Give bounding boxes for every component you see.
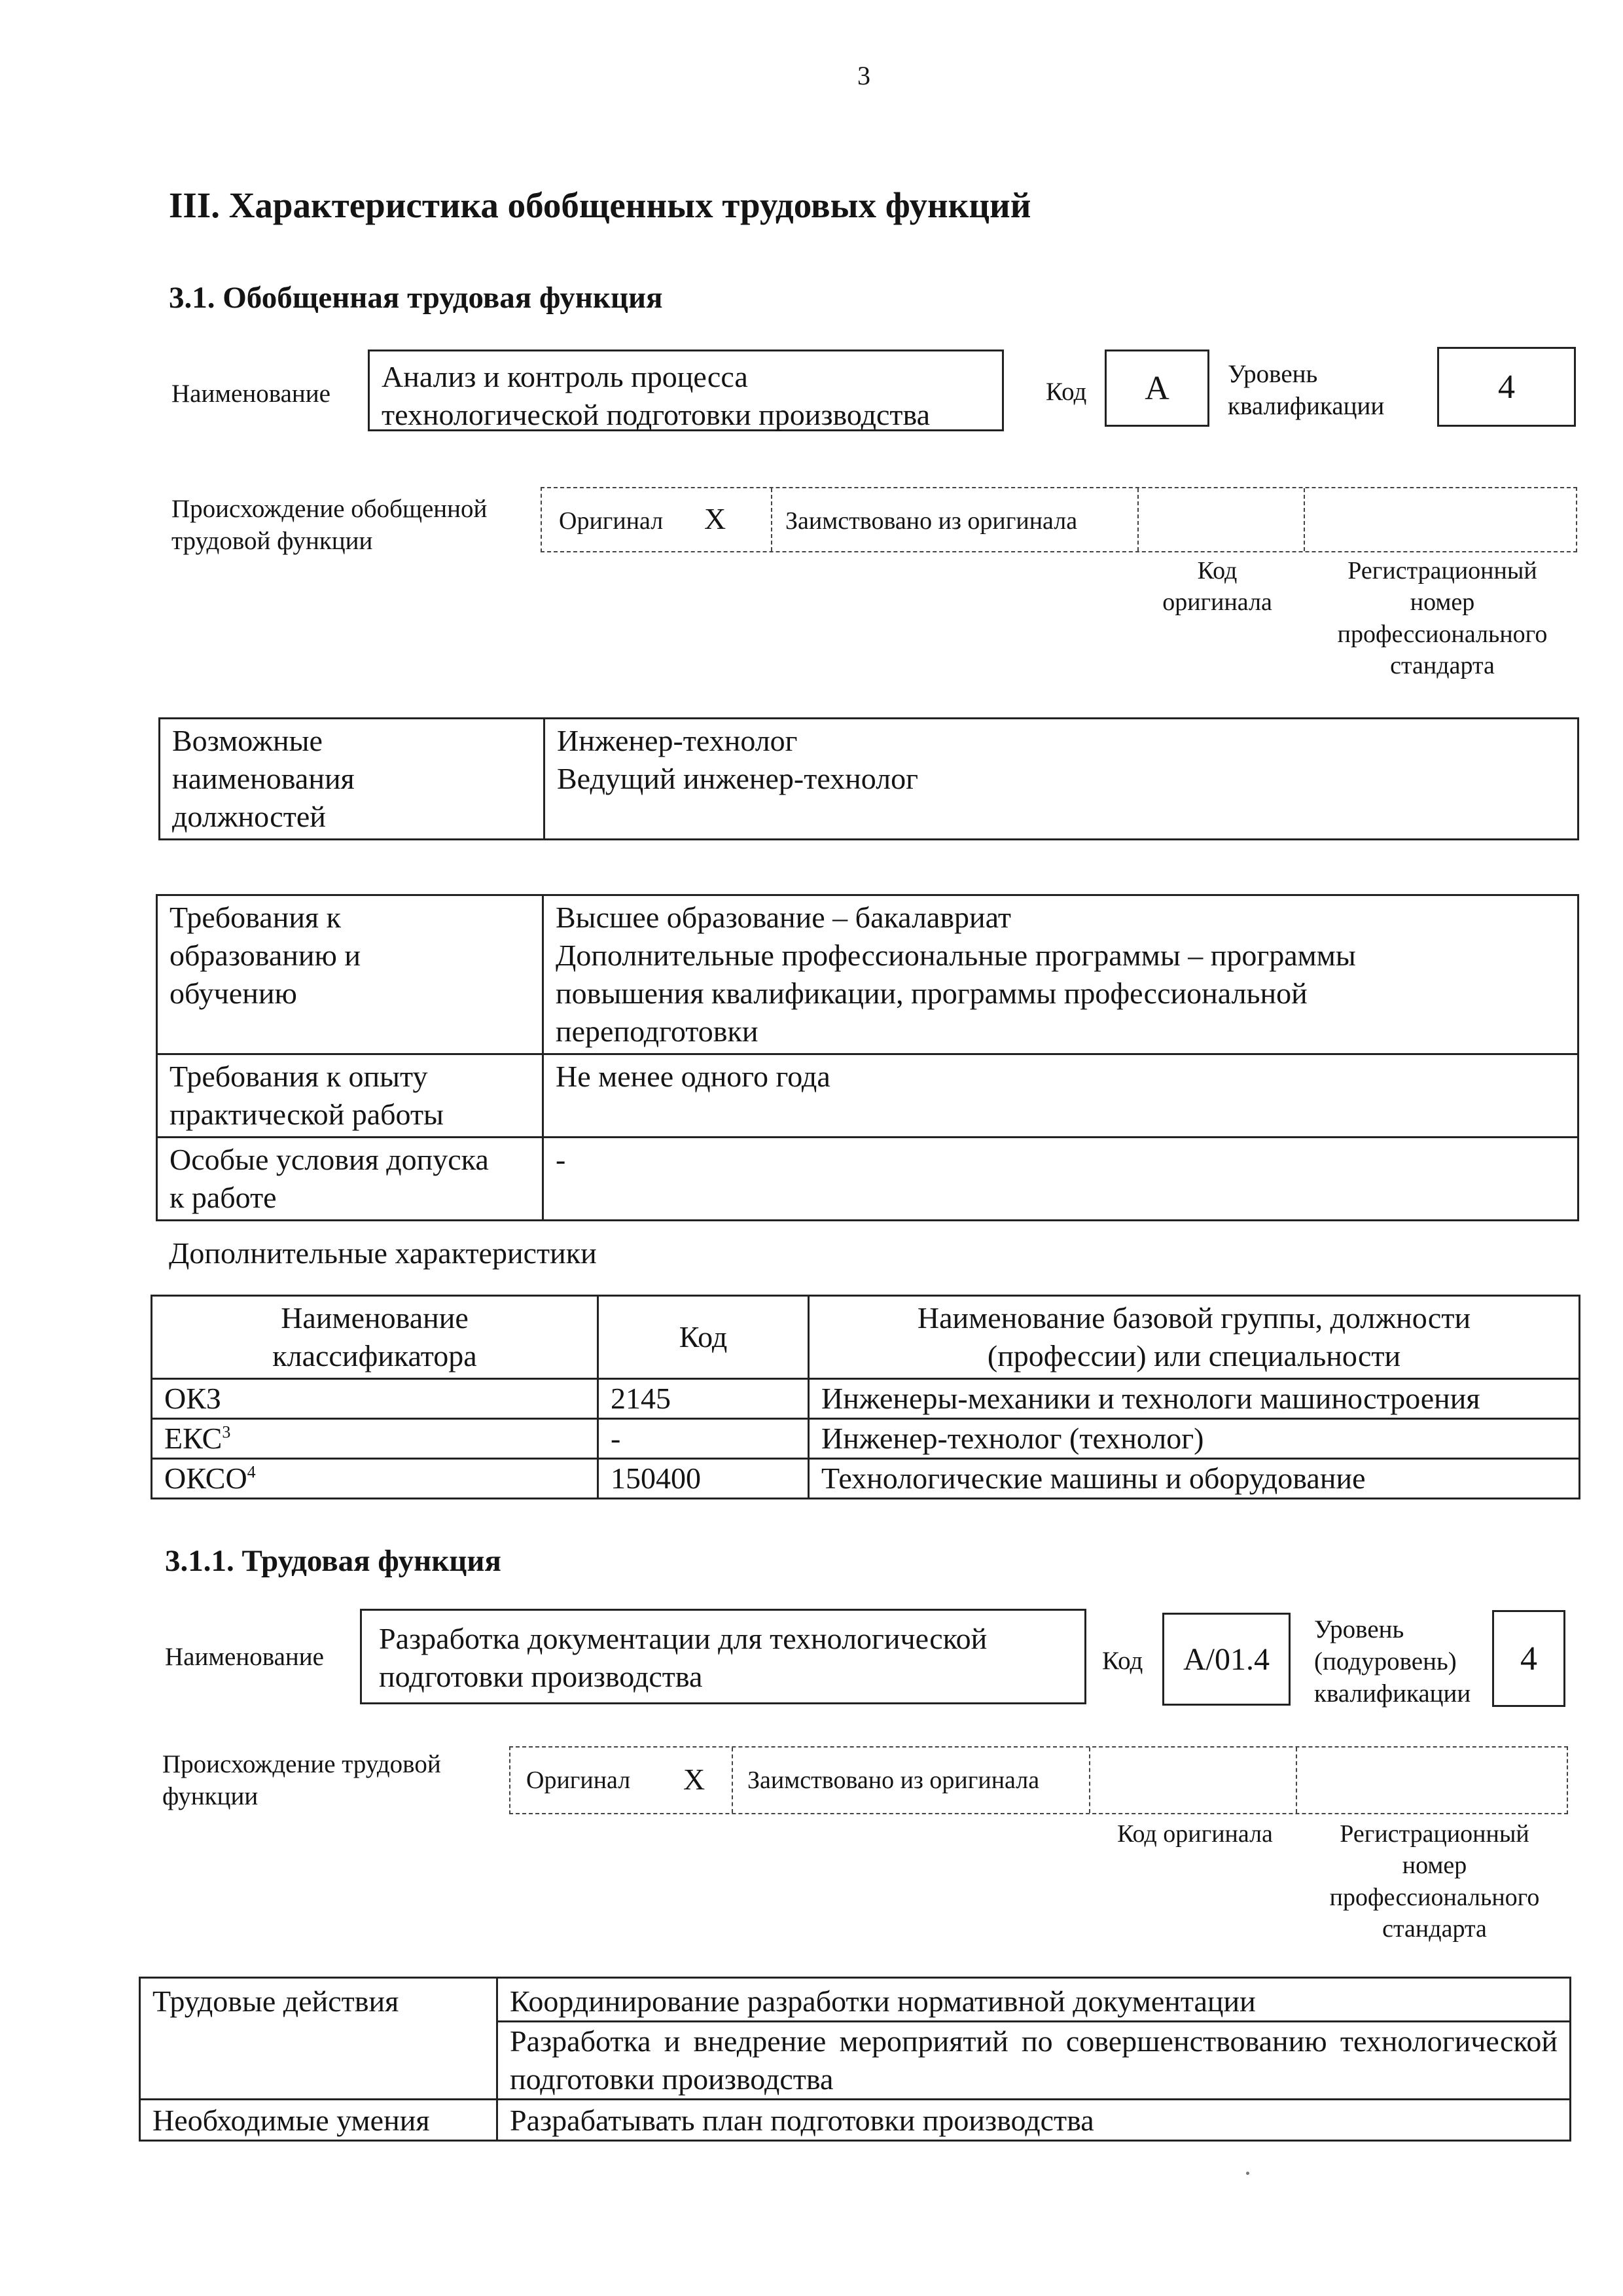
gtf-origin-mark: X <box>704 502 726 535</box>
tf-origin-row <box>509 1746 1568 1814</box>
gtf-code-label: Код <box>1046 378 1087 406</box>
gtf-level-value: 4 <box>1437 347 1576 427</box>
special-conditions-value: - <box>543 1137 1578 1220</box>
gtf-caption-reg: Регистрационный номер профессионального стандарта <box>1337 557 1548 679</box>
gtf-origin-divider-2 <box>1137 488 1139 551</box>
tf-origin-divider-2 <box>1089 1748 1090 1813</box>
table-row <box>157 895 1578 1054</box>
row-name: Технологические машины и оборудование <box>809 1458 1580 1498</box>
skills-label: Необходимые умения <box>140 2099 497 2140</box>
tf-code-value: А/01.4 <box>1162 1613 1291 1706</box>
row-code: 2145 <box>598 1378 809 1418</box>
table-row <box>140 2099 1571 2140</box>
tf-name-line-1: Разработка документации для технологической <box>379 1622 988 1655</box>
gtf-origin-borrowed: Заимствовано из оригинала <box>785 507 1078 535</box>
table-row <box>140 1978 1571 2022</box>
gtf-origin-divider-1 <box>771 488 772 551</box>
tf-origin-original: Оригинал <box>526 1767 631 1794</box>
requirements-table <box>156 894 1579 1221</box>
gtf-caption-code: Код оригинала <box>1162 557 1272 617</box>
tf-level-label: Уровень (подуровень) квалификации <box>1314 1615 1471 1708</box>
gtf-code-value: А <box>1105 350 1209 427</box>
table-row <box>152 1378 1580 1418</box>
gtf-name-label: Наименование <box>171 380 330 408</box>
header-code: Код <box>598 1296 809 1379</box>
gtf-name-box <box>368 350 1004 431</box>
special-conditions-label: Особые условия допуска к работе <box>157 1137 543 1220</box>
header-group: Наименование базовой группы, должности (профессии) или специальности <box>809 1296 1580 1379</box>
table-row <box>157 1137 1578 1220</box>
tf-origin-borrowed: Заимствовано из оригинала <box>747 1767 1040 1794</box>
education-label: Требования к образованию и обучению <box>157 895 543 1054</box>
table-row <box>152 1296 1580 1379</box>
gtf-origin-divider-3 <box>1304 488 1305 551</box>
gtf-heading: 3.1. Обобщенная трудовая функция <box>169 281 663 315</box>
tf-origin-mark: X <box>683 1763 705 1796</box>
positions-label: Возможные наименования должностей <box>160 719 544 840</box>
tf-level-value: 4 <box>1492 1610 1565 1707</box>
gtf-origin-row <box>541 487 1577 552</box>
row-classifier: ОКЗ <box>152 1378 598 1418</box>
row-name: Инженер-технолог (технолог) <box>809 1418 1580 1458</box>
row-name: Инженеры-механики и технологи машиностроения <box>809 1378 1580 1418</box>
education-value: Высшее образование – бакалавриат Дополнительные профессиональные программы – программы повышения квалификации, программы профессиональной переподготовки <box>543 895 1578 1054</box>
action-item: Координирование разработки нормативной документации <box>497 1978 1571 2022</box>
tf-caption-reg: Регистрационный номер профессионального стандарта <box>1329 1820 1540 1943</box>
tf-name-label: Наименование <box>165 1643 324 1671</box>
row-code: - <box>598 1418 809 1458</box>
tf-heading: 3.1.1. Трудовая функция <box>165 1544 501 1578</box>
skill-item: Разрабатывать план подготовки производства <box>497 2099 1571 2140</box>
action-item: Разработка и внедрение мероприятий по совершенствованию технологической подготовки производства <box>497 2021 1571 2099</box>
table-row <box>160 719 1578 840</box>
tf-code-label: Код <box>1102 1647 1143 1675</box>
header-classifier: Наименование классификатора <box>152 1296 598 1379</box>
section-title: III. Характеристика обобщенных трудовых функций <box>169 185 1031 225</box>
tf-name-line-2: подготовки производства <box>379 1659 703 1693</box>
additional-table <box>151 1295 1580 1499</box>
scan-speck <box>1246 2172 1249 2175</box>
actions-table <box>139 1977 1571 2142</box>
row-classifier: ЕКС$^3$ <box>152 1418 598 1458</box>
table-row <box>157 1054 1578 1137</box>
gtf-name-line-2: технологической подготовки производства <box>382 397 931 431</box>
table-row <box>152 1458 1580 1498</box>
tf-origin-label: Происхождение трудовой функции <box>162 1750 441 1810</box>
table-row <box>152 1418 1580 1458</box>
tf-name-box <box>360 1609 1086 1704</box>
page-number: 3 <box>857 61 870 90</box>
row-code: 150400 <box>598 1458 809 1498</box>
additional-title: Дополнительные характеристики <box>169 1236 597 1270</box>
actions-label: Трудовые действия <box>140 1978 497 2100</box>
experience-label: Требования к опыту практической работы <box>157 1054 543 1137</box>
experience-value: Не менее одного года <box>543 1054 1578 1137</box>
positions-value: Инженер-технолог Ведущий инженер-технолог <box>544 719 1578 840</box>
gtf-origin-label: Происхождение обобщенной трудовой функции <box>171 495 488 555</box>
tf-caption-code: Код оригинала <box>1117 1820 1273 1848</box>
tf-origin-divider-3 <box>1296 1748 1297 1813</box>
gtf-origin-original: Оригинал <box>559 507 664 535</box>
gtf-level-label: Уровень квалификации <box>1228 360 1385 420</box>
positions-table <box>158 717 1579 840</box>
row-classifier: ОКСО$^4$ <box>152 1458 598 1498</box>
tf-origin-divider-1 <box>732 1748 733 1813</box>
gtf-name-line-1: Анализ и контроль процесса <box>382 360 748 393</box>
